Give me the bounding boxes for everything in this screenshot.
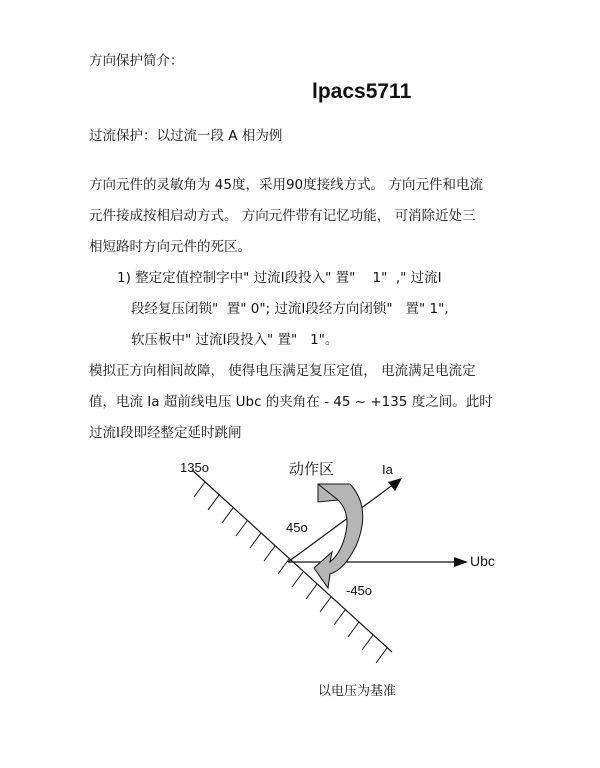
label-ia: Ia	[382, 462, 393, 477]
paragraph-line: 方向元件的灵敏角为 45度，采用90度接线方式。 方向元件和电流	[89, 177, 483, 193]
direction-diagram	[0, 440, 600, 768]
boundary-line	[192, 470, 392, 652]
paragraph-line: 值，电流 Ia 超前线电压 Ubc 的夹角在 - 45 ~ +135 度之间。此时	[89, 394, 493, 410]
angle-arc-arrow	[314, 484, 363, 588]
label-ubc: Ubc	[470, 553, 495, 569]
settings-line: 段经复压闭锁" 置" 0"; 过流Ⅰ段经方向闭锁" 置" 1",	[131, 301, 449, 317]
model-title: lpacs5711	[312, 80, 412, 103]
label-45: 45o	[286, 520, 308, 535]
page-heading: 方向保护简介：	[89, 53, 184, 69]
settings-line: 软压板中" 过流Ⅰ段投入" 置" 1"。	[131, 332, 339, 348]
diagram-caption: 以电压为基准	[318, 683, 397, 698]
label-135: 135o	[180, 460, 209, 475]
label-minus-45: -45o	[346, 583, 373, 598]
paragraph-line: 元件接成按相启动方式。 方向元件带有记忆功能， 可消除近处三	[89, 208, 476, 224]
settings-line: 1) 整定定值控制字中" 过流Ⅰ段投入" 置" 1" ," 过流Ⅰ	[117, 270, 442, 286]
paragraph-line: 过流Ⅰ段即经整定延时跳闸	[89, 425, 242, 441]
ubc-vector	[288, 557, 468, 567]
paragraph-line: 相短路时方向元件的死区。	[89, 239, 251, 255]
paragraph-line: 模拟正方向相间故障， 使得电压满足复压定值， 电流满足电流定	[89, 363, 476, 379]
example-line: 过流保护：以过流一段 A 相为例	[89, 128, 283, 144]
label-operating-zone: 动作区	[289, 461, 335, 478]
